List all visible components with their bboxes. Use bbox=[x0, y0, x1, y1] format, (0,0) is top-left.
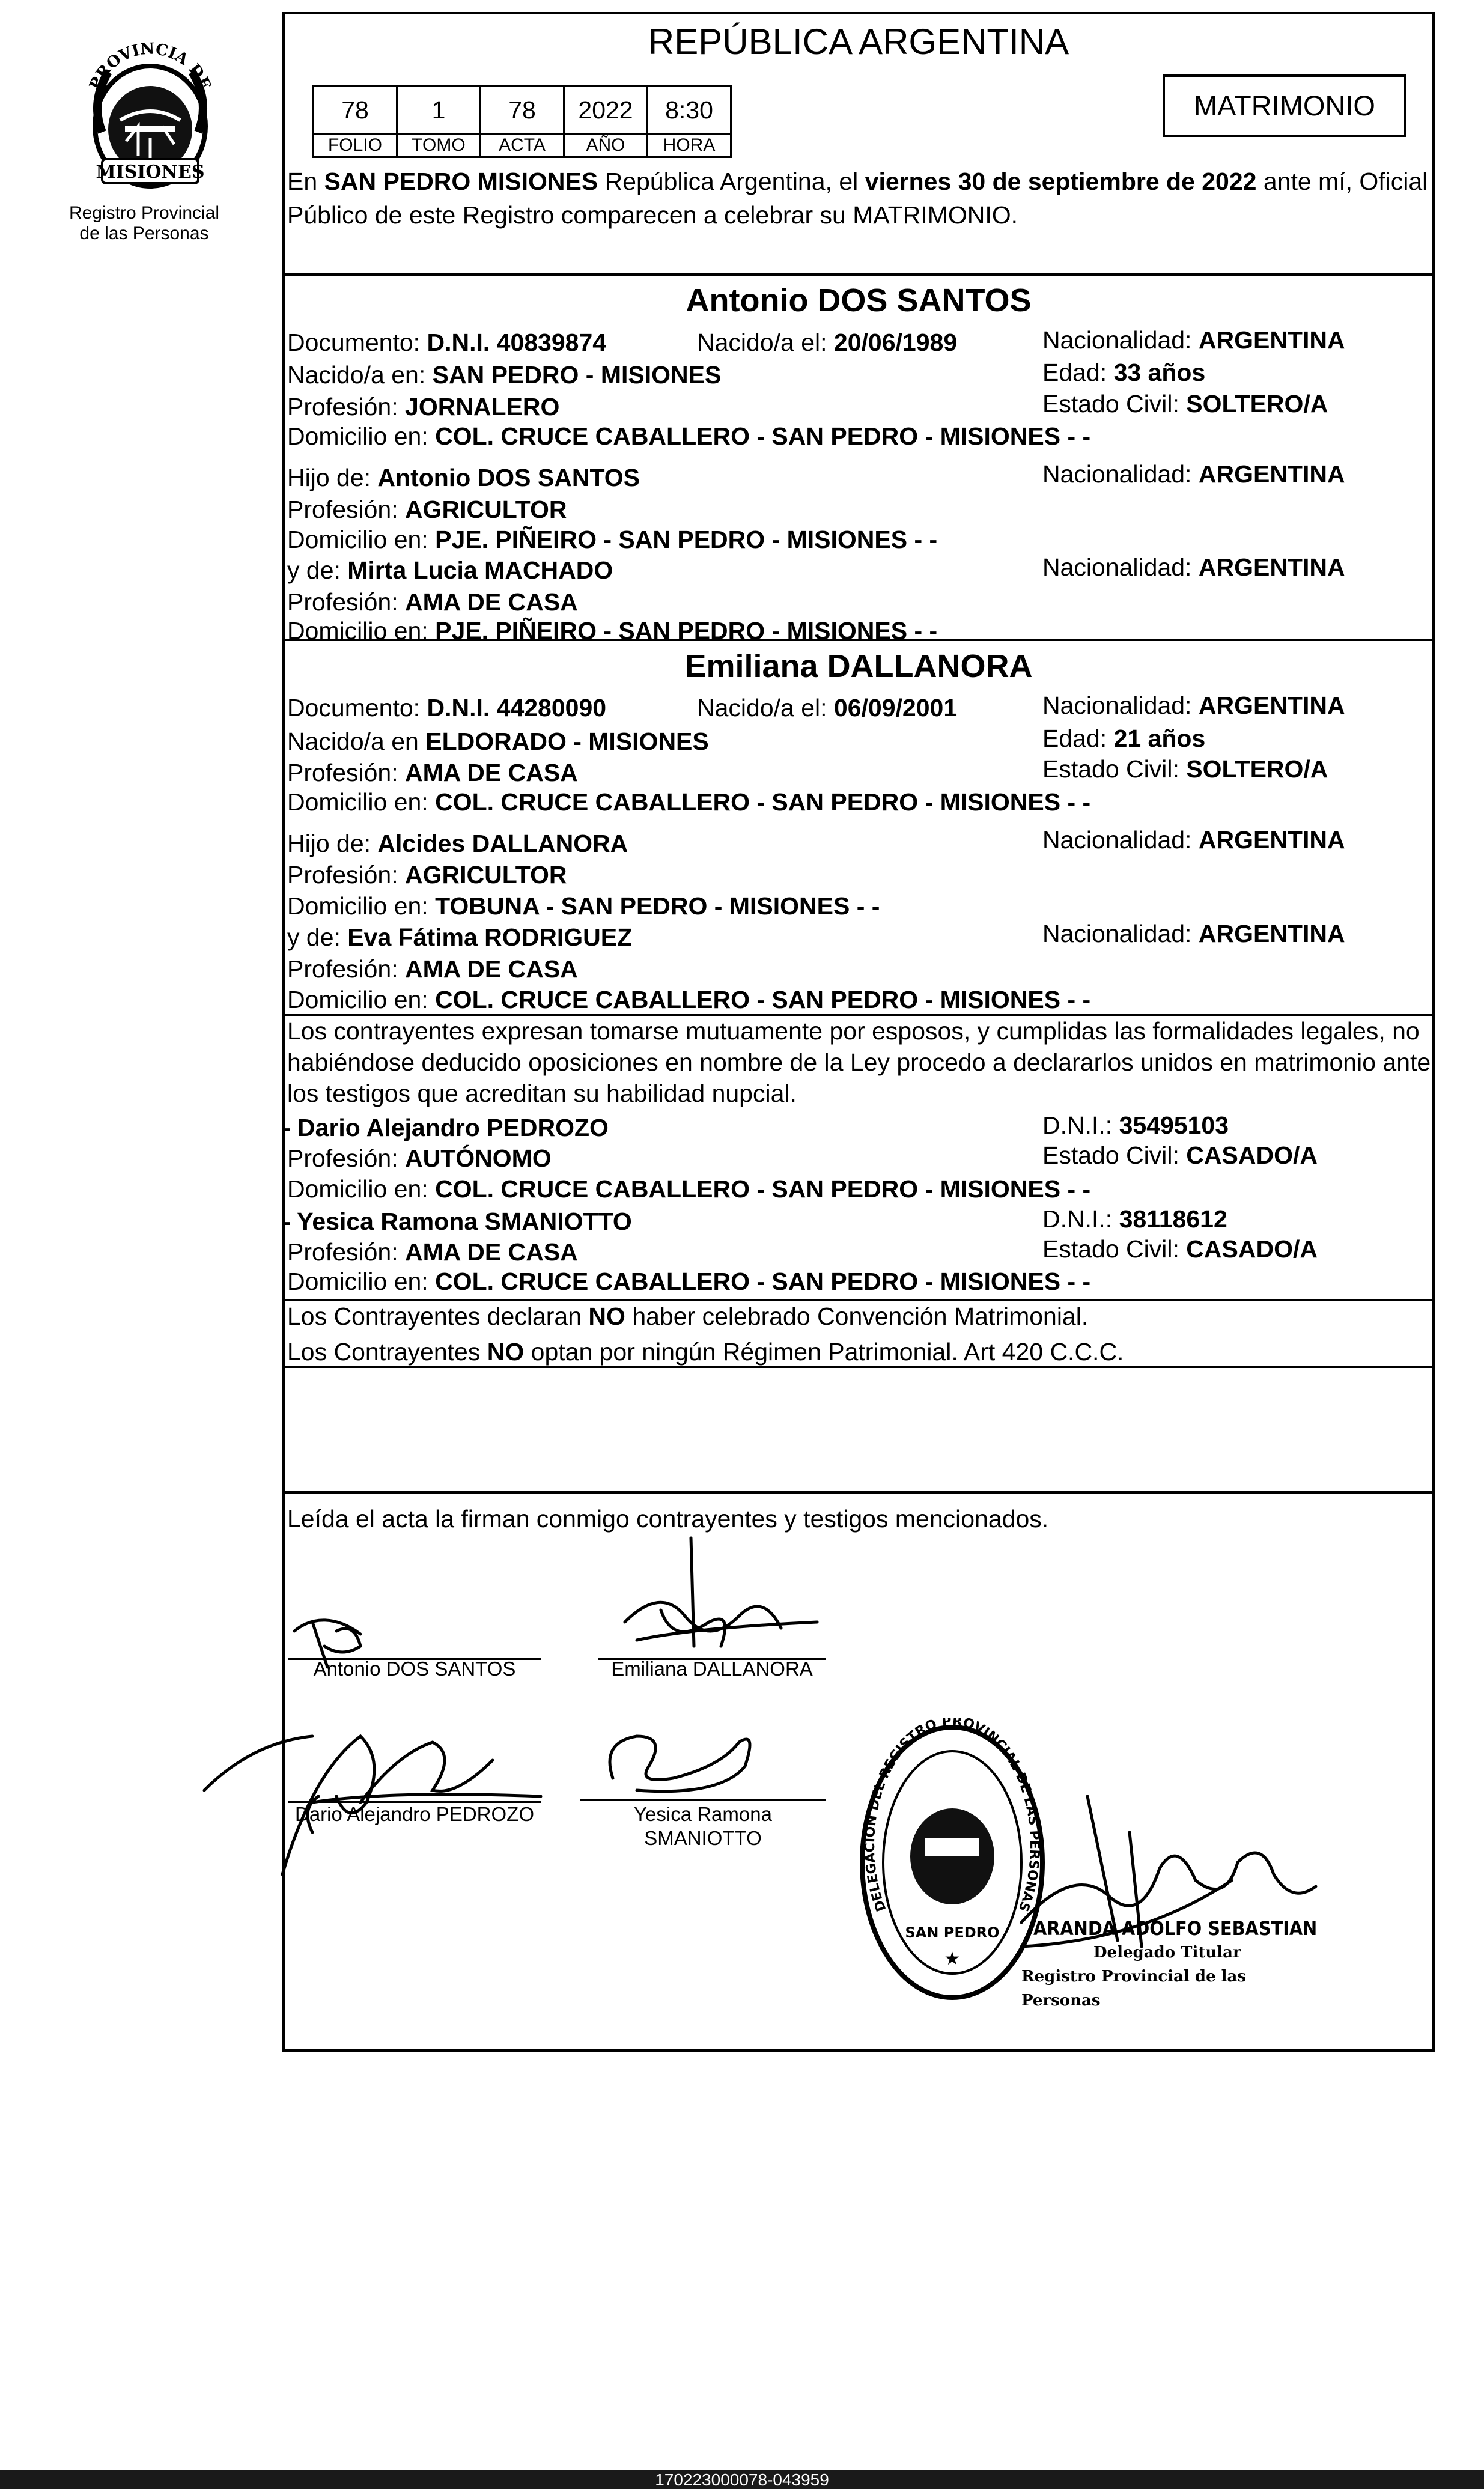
official-title: Delegado Titular bbox=[1093, 1943, 1241, 1962]
witness2-dni: D.N.I.: 38118612 bbox=[1042, 1205, 1227, 1233]
svg-text:★: ★ bbox=[944, 1948, 961, 1969]
official-stamp-text bbox=[1021, 1916, 1322, 2013]
bride-document: Documento: D.N.I. 44280090 bbox=[287, 694, 607, 722]
convention-line-2: Los Contrayentes NO optan por ningún Régimen Patrimonial. Art 420 C.C.C. bbox=[287, 1338, 1124, 1366]
bride-profession: Profesión: AMA DE CASA bbox=[287, 759, 578, 786]
page-title: REPÚBLICA ARGENTINA bbox=[648, 22, 1069, 62]
tomo-value: 1 bbox=[397, 87, 481, 134]
witness2-profession: Profesión: AMA DE CASA bbox=[287, 1238, 578, 1266]
official-name: ARANDA ADOLFO SEBASTIAN bbox=[1033, 1917, 1318, 1940]
groom-civil-status: Estado Civil: SOLTERO/A bbox=[1042, 390, 1328, 418]
document-code-footer: 170223000078-043959 bbox=[0, 2470, 1484, 2489]
groom-document: Documento: D.N.I. 40839874 bbox=[287, 329, 607, 356]
folio-label: FOLIO bbox=[314, 134, 397, 157]
bride-mother-address: Domicilio en: COL. CRUCE CABALLERO - SAN PEDRO - MISIONES - - bbox=[287, 986, 1091, 1014]
acta-label: ACTA bbox=[481, 134, 564, 157]
svg-text:MISIONES: MISIONES bbox=[96, 162, 205, 183]
acta-value: 78 bbox=[481, 87, 564, 134]
bride-nationality: Nacionalidad: ARGENTINA bbox=[1042, 691, 1345, 719]
bride-name-heading: Emiliana DALLANORA bbox=[684, 648, 1033, 684]
groom-birthplace: Nacido/a en: SAN PEDRO - MISIONES bbox=[287, 361, 722, 389]
place: SAN PEDRO MISIONES bbox=[324, 168, 598, 195]
time-value: 8:30 bbox=[648, 87, 731, 134]
legal-declaration: Los contrayentes expresan tomarse mutuamente por esposos, y cumplidas las formalidades legales, no habiéndose deducido oposiciones en nombre de la Ley procedo a declararlos unidos en matrimonio ante los testigos que acreditan su habilidad nupcial. bbox=[287, 1017, 1431, 1107]
year-value: 2022 bbox=[564, 87, 648, 134]
witness1-profession: Profesión: AUTÓNOMO bbox=[287, 1144, 552, 1172]
intro-paragraph: En SAN PEDRO MISIONES República Argentina, el viernes 30 de septiembre de 2022 ante mí, Oficial Público de este Registro comparecen a celebrar su MATRIMONIO. bbox=[287, 168, 1428, 229]
certificate-type-box: MATRIMONIO bbox=[1163, 74, 1406, 137]
groom-age: Edad: 33 años bbox=[1042, 359, 1206, 386]
witness2-address: Domicilio en: COL. CRUCE CABALLERO - SAN PEDRO - MISIONES - - bbox=[287, 1268, 1091, 1295]
witness1-dni: D.N.I.: 35495103 bbox=[1042, 1111, 1229, 1139]
svg-text:SAN PEDRO: SAN PEDRO bbox=[905, 1924, 1000, 1941]
convention-line-1: Los Contrayentes declaran NO haber celebrado Convención Matrimonial. bbox=[287, 1302, 1089, 1330]
witness2-name: - Yesica Ramona SMANIOTTO bbox=[282, 1208, 632, 1235]
witness2-signature-name: Yesica Ramona SMANIOTTO bbox=[634, 1803, 772, 1849]
year-label: AÑO bbox=[564, 134, 648, 157]
bride-signature-name: Emiliana DALLANORA bbox=[611, 1658, 813, 1680]
time-label: HORA bbox=[648, 134, 731, 157]
official-office: Registro Provincial de las Personas bbox=[1021, 1968, 1247, 2010]
witness1-name: - Dario Alejandro PEDROZO bbox=[282, 1114, 609, 1141]
groom-mother-address: Domicilio en: PJE. PIÑEIRO - SAN PEDRO - MISIONES - - bbox=[287, 617, 938, 645]
bride-birthplace: Nacido/a en ELDORADO - MISIONES bbox=[287, 728, 709, 755]
bride-mother-profession: Profesión: AMA DE CASA bbox=[287, 955, 578, 983]
groom-father-nationality: Nacionalidad: ARGENTINA bbox=[1042, 460, 1345, 488]
groom-profession: Profesión: JORNALERO bbox=[287, 393, 560, 421]
bride-civil-status: Estado Civil: SOLTERO/A bbox=[1042, 755, 1328, 783]
logo-caption-line2: de las Personas bbox=[79, 223, 209, 243]
witness1-address: Domicilio en: COL. CRUCE CABALLERO - SAN PEDRO - MISIONES - - bbox=[287, 1175, 1091, 1203]
closing-statement: Leída el acta la firman conmigo contrayentes y testigos mencionados. bbox=[287, 1505, 1049, 1533]
svg-text:PROVINCIA DE: PROVINCIA DE bbox=[86, 42, 214, 93]
bride-mother-nationality: Nacionalidad: ARGENTINA bbox=[1042, 920, 1345, 947]
groom-birthdate: Nacido/a el: 20/06/1989 bbox=[697, 329, 958, 356]
bride-father-address: Domicilio en: TOBUNA - SAN PEDRO - MISIONES - - bbox=[287, 892, 880, 920]
witness2-civil-status: Estado Civil: CASADO/A bbox=[1042, 1235, 1318, 1263]
groom-father: Hijo de: Antonio DOS SANTOS bbox=[287, 464, 640, 491]
groom-nationality: Nacionalidad: ARGENTINA bbox=[1042, 326, 1345, 354]
groom-father-profession: Profesión: AGRICULTOR bbox=[287, 496, 567, 523]
bride-birthdate: Nacido/a el: 06/09/2001 bbox=[697, 694, 958, 722]
bride-father: Hijo de: Alcides DALLANORA bbox=[287, 830, 628, 857]
groom-name-heading: Antonio DOS SANTOS bbox=[686, 282, 1032, 318]
bride-mother: y de: Eva Fátima RODRIGUEZ bbox=[287, 923, 633, 951]
groom-signature-name: Antonio DOS SANTOS bbox=[313, 1658, 516, 1680]
bride-father-profession: Profesión: AGRICULTOR bbox=[287, 861, 567, 889]
groom-address: Domicilio en: COL. CRUCE CABALLERO - SAN PEDRO - MISIONES - - bbox=[287, 422, 1091, 450]
date: viernes 30 de septiembre de 2022 bbox=[865, 168, 1257, 195]
witness1-civil-status: Estado Civil: CASADO/A bbox=[1042, 1141, 1318, 1169]
tomo-label: TOMO bbox=[397, 134, 481, 157]
groom-mother-profession: Profesión: AMA DE CASA bbox=[287, 588, 578, 616]
bride-father-nationality: Nacionalidad: ARGENTINA bbox=[1042, 826, 1345, 854]
folio-value: 78 bbox=[314, 87, 397, 134]
logo-caption-line1: Registro Provincial bbox=[68, 203, 220, 223]
official-seal bbox=[853, 1718, 1051, 2007]
bride-address: Domicilio en: COL. CRUCE CABALLERO - SAN PEDRO - MISIONES - - bbox=[287, 788, 1091, 816]
witness1-signature-name: Dario Alejandro PEDROZO bbox=[295, 1803, 534, 1825]
svg-text:DELEGACION DEL REGISTRO PROVIN: DELEGACION DEL REGISTRO PROVINCIAL DE LAS PERSONAS bbox=[862, 1718, 1042, 1914]
bride-age: Edad: 21 años bbox=[1042, 725, 1206, 752]
groom-mother-nationality: Nacionalidad: ARGENTINA bbox=[1042, 553, 1345, 581]
groom-father-address: Domicilio en: PJE. PIÑEIRO - SAN PEDRO - MISIONES - - bbox=[287, 526, 938, 553]
groom-mother: y de: Mirta Lucia MACHADO bbox=[287, 556, 613, 584]
